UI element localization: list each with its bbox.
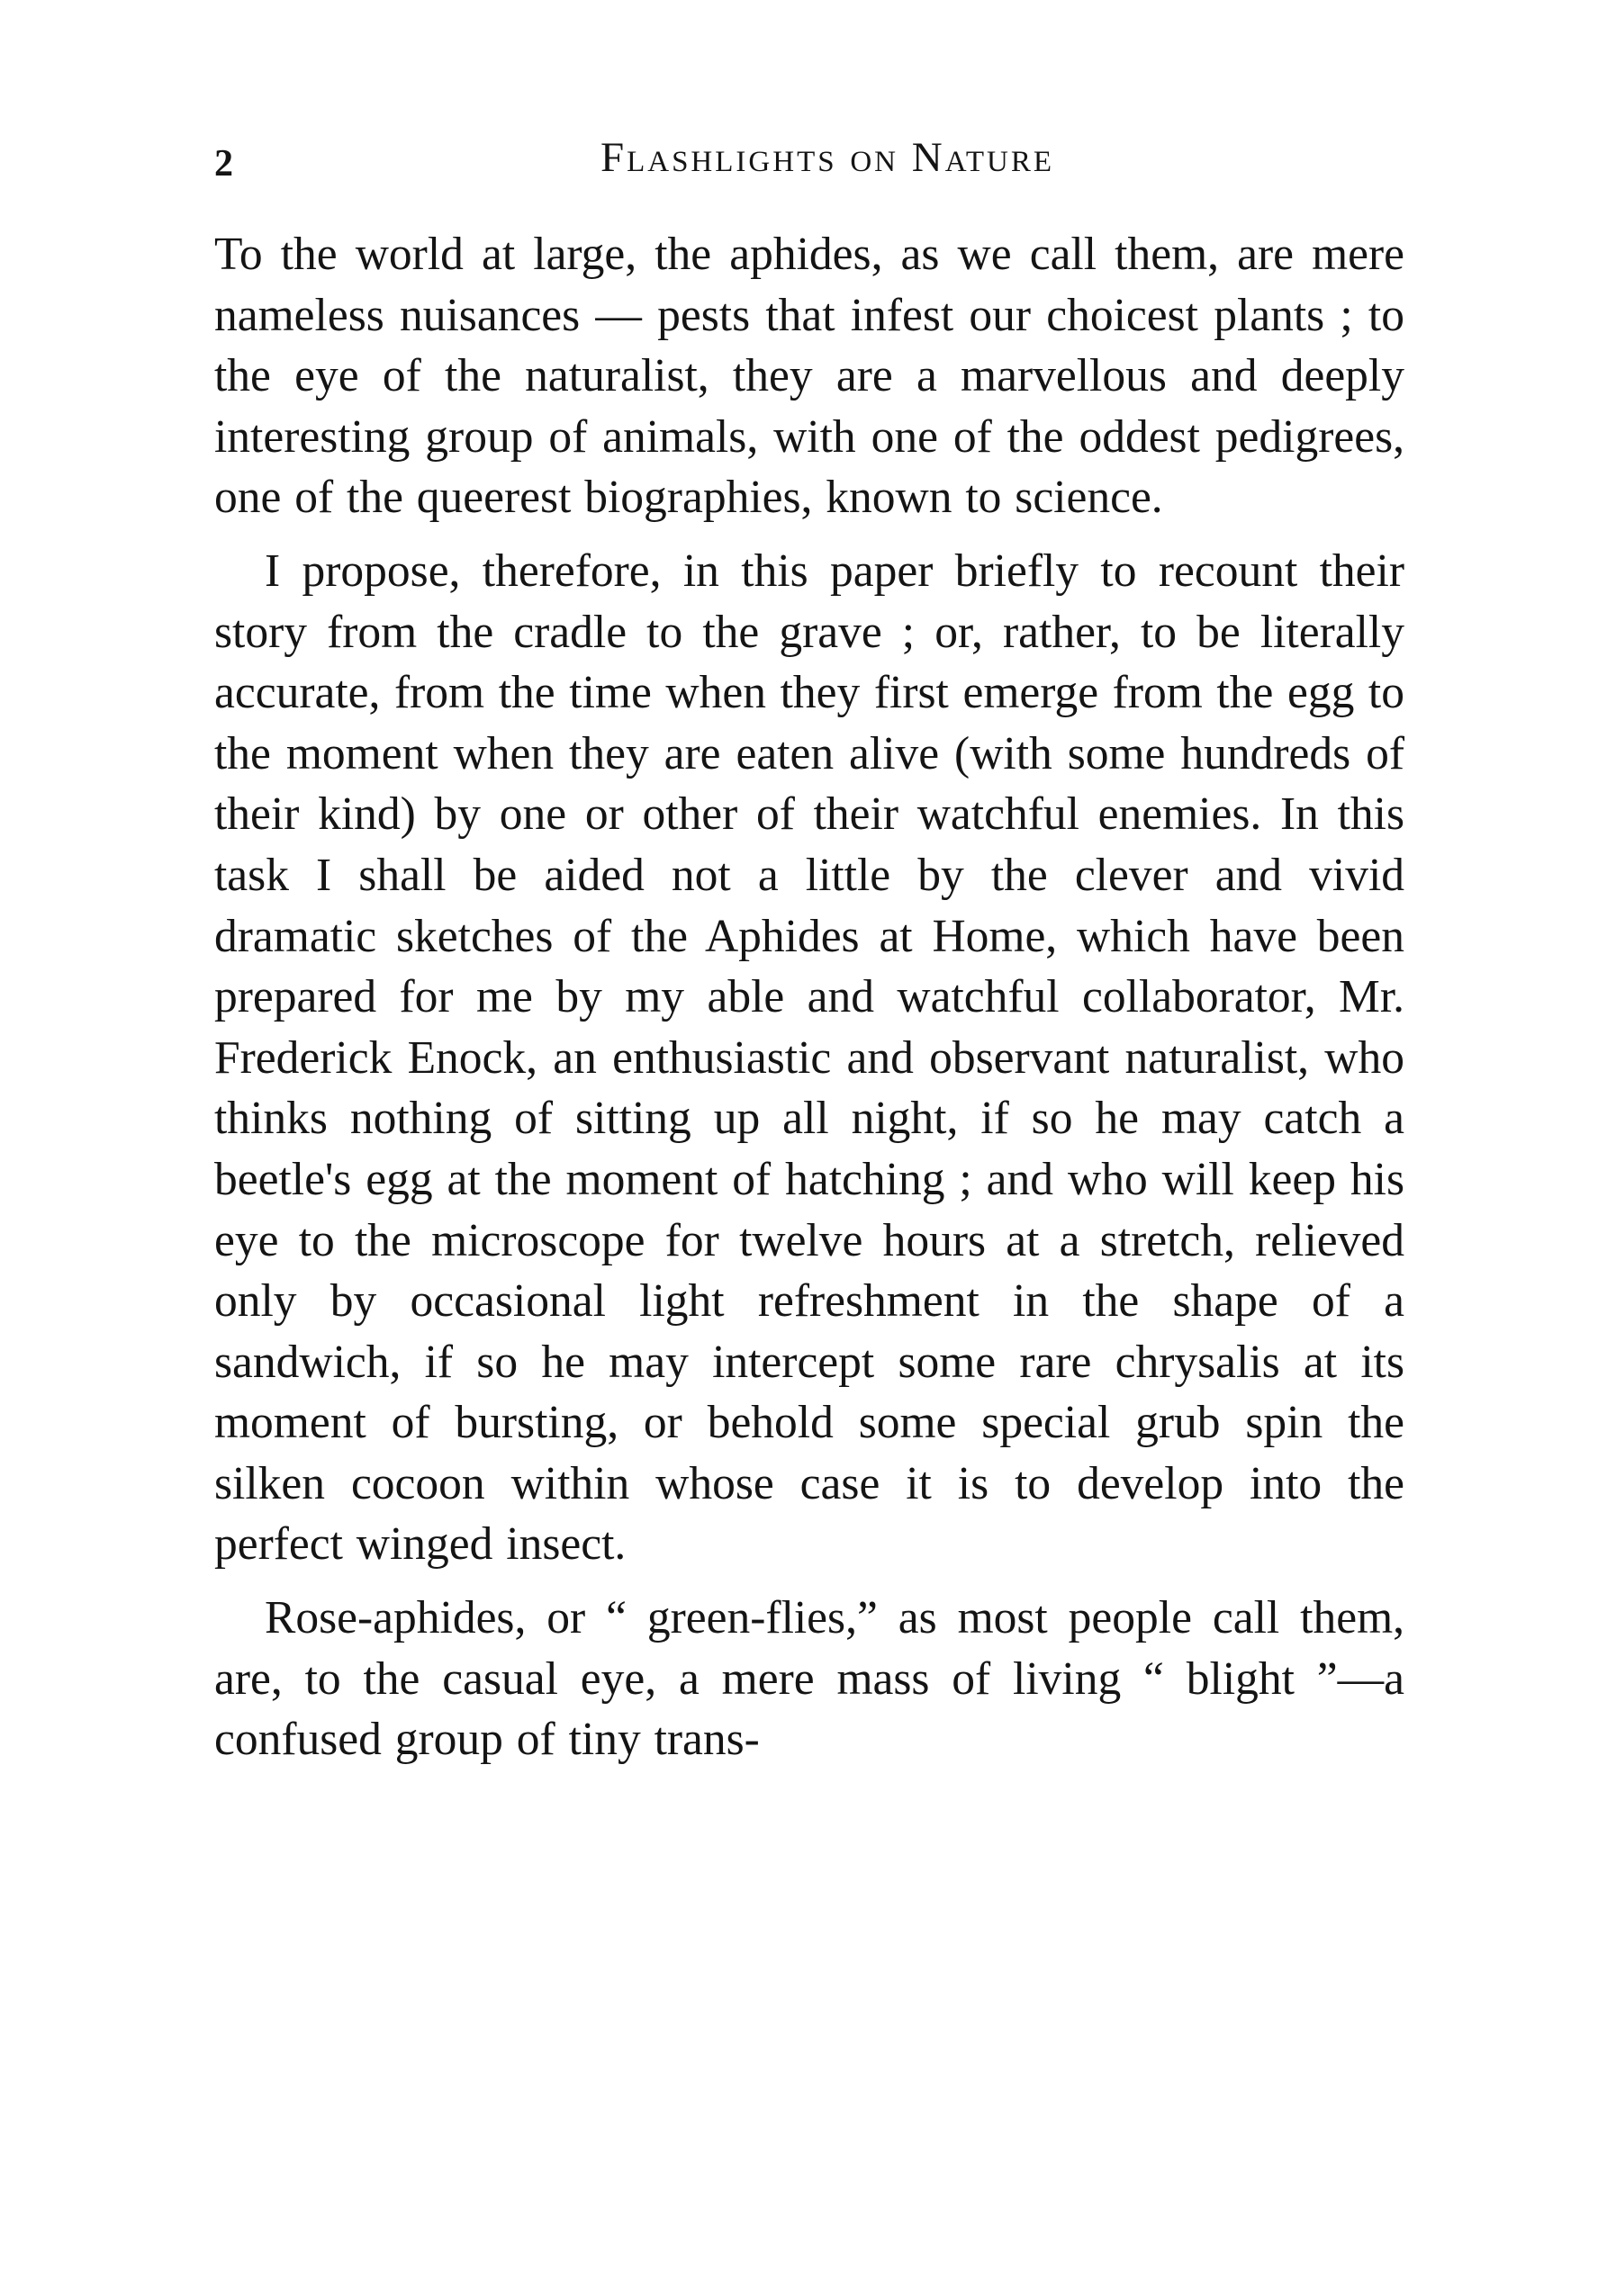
- body-text: [214, 224, 1404, 1783]
- running-title: Flashlights on Nature: [600, 134, 1055, 181]
- page-number: 2: [214, 143, 234, 185]
- paragraph-proposal: I propose, therefore, in this paper briefly to recount their story from the cradle to the grave ; or, rather, to be literally accurate, from the time when they first emerge from the egg to the moment when they are eaten alive (with some hundreds of their kind) by one or other of their watchful enemies. In this task I shall be aided not a little by the clever and vivid dramatic sketches of the Aphides at Home, which have been prepared for me by my able and watchful collaborator, Mr. Frederick Enock, an enthusiastic and observant naturalist, who thinks nothing of sitting up all night, if so he may catch a beetle's egg at the moment of hatching ; and who will keep his eye to the microscope for twelve hours at a stretch, relieved only by occasional light refreshment in the shape of a sandwich, if so he may intercept some rare chrysalis at its moment of bursting, or behold some special grub spin the silken cocoon within whose case it is to develop into the perfect winged insect.: [214, 545, 1404, 1571]
- paragraph-rose-aphides: Rose-aphides, or “ green-flies,” as most people call them, are, to the casual eye, a mere mass of living “ blight ”—a confused group of tiny trans-: [214, 1592, 1404, 1766]
- running-head: [214, 133, 1404, 196]
- paragraph-aphides-intro: To the world at large, the aphides, as we call them, are mere nameless nuisances — pests that infest our choicest plants ; to the eye of the naturalist, they are a marvellous and deeply interesting group of animals, with one of the oddest pedigrees, one of the queerest biographies, known to science.: [214, 229, 1404, 524]
